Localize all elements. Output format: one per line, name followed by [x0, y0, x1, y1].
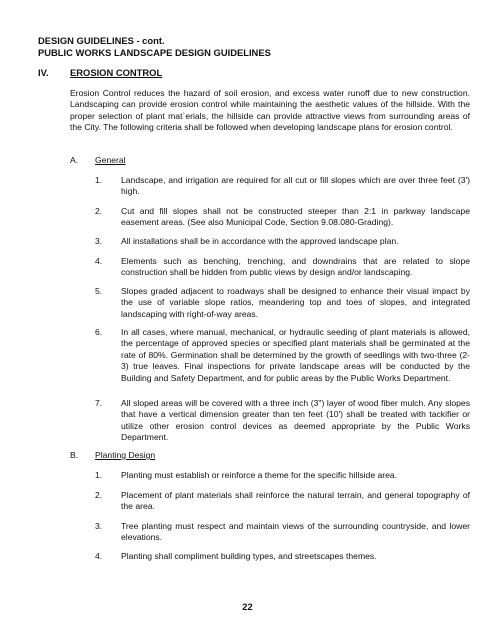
list-item-b2: [95, 490, 470, 513]
list-item-number: 2.: [95, 490, 103, 500]
list-item-text: Planting must establish or reinforce a theme for the specific hillside area.: [121, 470, 398, 480]
list-item-number: 4.: [95, 551, 103, 561]
list-item-text: Planting shall compliment building types, and streetscapes themes.: [121, 551, 377, 561]
list-item-number: 1.: [95, 175, 103, 185]
list-item-b3: [95, 521, 470, 544]
list-item-a5: [95, 286, 470, 320]
list-item-number: 4.: [95, 256, 103, 266]
list-item-text: Landscape, and irrigation are required for all cut or fill slopes which are over three feet (3') high.: [121, 175, 470, 197]
list-item-number: 7.: [95, 398, 103, 408]
header-line-2: PUBLIC WORKS LANDSCAPE DESIGN GUIDELINES: [38, 47, 271, 58]
section-intro-paragraph: Erosion Control reduces the hazard of soil erosion, and excess water runoff due to new construction. Landscaping can provide erosion control while maintaining the aesthetic values of the hillside. With the proper selection of plant mat`erials, the hillside can provide attractive views from surrounding areas of the City. The following criteria shall be followed when developing landscape plans for erosion control.: [70, 88, 470, 133]
list-item-text: All installations shall be in accordance with the approved landscape plan.: [121, 236, 399, 246]
subsection-b-letter: B.: [70, 450, 79, 460]
list-item-text: Cut and fill slopes shall not be constructed steeper than 2:1 in parkway landscape easement areas. (See also Municipal Code, Section 9.08.080-Grading).: [121, 206, 470, 228]
list-item-text: Slopes graded adjacent to roadways shall be designed to enhance their visual impact by the use of variable slope ratios, meandering top and toes of slopes, and integrated landscaping with right-of-way areas.: [121, 286, 470, 319]
subsection-a-title: General: [95, 155, 126, 165]
list-item-b4: [95, 551, 470, 562]
section-title: EROSION CONTROL: [70, 67, 163, 78]
list-item-text: Elements such as benching, trenching, and downdrains that are related to slope construction shall be hidden from public views by design and/or landscaping.: [121, 256, 470, 278]
page-number: 22: [242, 601, 253, 612]
list-item-text: All sloped areas will be covered with a three inch (3") layer of wood fiber mulch. Any slopes that have a vertical dimension greater than ten feet (10') shall be treated with tackifier or utilize other erosion control devices as deemed appropriate by the Public Works Department.: [121, 398, 470, 443]
list-item-text: Tree planting must respect and maintain views of the surrounding countryside, and lower elevations.: [121, 521, 470, 543]
list-item-b1: [95, 470, 470, 481]
list-item-a3: [95, 236, 470, 247]
list-item-text: In all cases, where manual, mechanical, or hydraulic seeding of plant materials is allowed, the percentage of approved species or specified plant materials shall be germinated at the rate of 80%. Germination shall be determined by the growth of seedlings with two-three (2-3) true leaves. Final inspections for private landscape areas will be conducted by the Building and Safety Department, and for public areas by the Public Works Department.: [121, 327, 470, 383]
list-item-number: 3.: [95, 236, 103, 246]
section-number: IV.: [38, 67, 49, 78]
header-line-1: DESIGN GUIDELINES - cont.: [38, 35, 165, 46]
list-item-number: 5.: [95, 286, 103, 296]
subsection-b-title: Planting Design: [95, 450, 156, 460]
list-item-a1: [95, 175, 470, 198]
list-item-number: 2.: [95, 206, 103, 216]
list-item-text: Placement of plant materials shall reinforce the natural terrain, and general topography of the area.: [121, 490, 470, 512]
list-item-number: 3.: [95, 521, 103, 531]
subsection-a-letter: A.: [70, 155, 79, 165]
list-item-a2: [95, 206, 470, 229]
list-item-a6: [95, 327, 470, 384]
list-item-a4: [95, 256, 470, 279]
list-item-a7: [95, 398, 470, 444]
list-item-number: 1.: [95, 470, 103, 480]
list-item-number: 6.: [95, 327, 103, 337]
